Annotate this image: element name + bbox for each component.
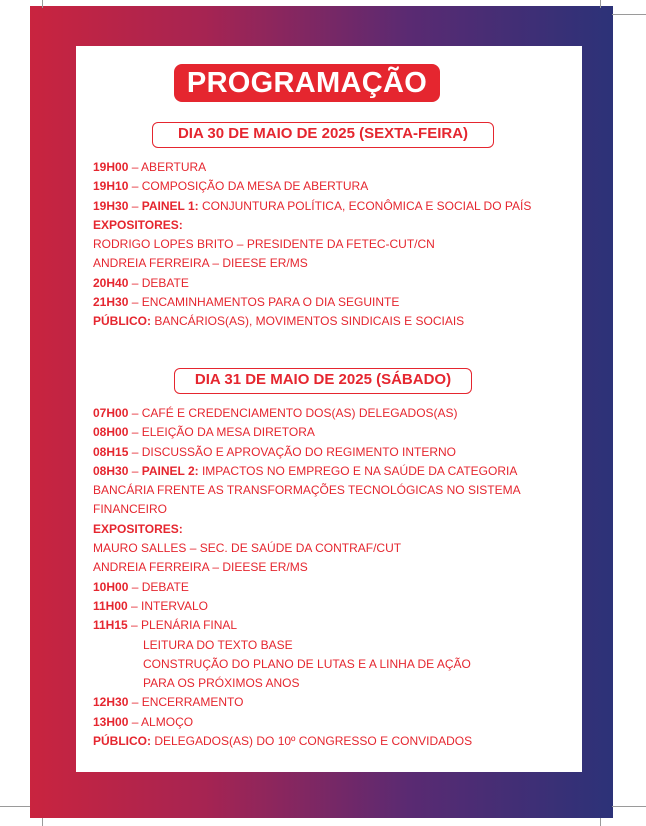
schedule-item — [93, 539, 573, 558]
schedule-item — [93, 216, 573, 235]
schedule-item — [93, 312, 573, 331]
schedule-item — [93, 293, 573, 312]
schedule-separator: – — [128, 198, 142, 213]
schedule-item — [93, 732, 573, 751]
day-2-heading: DIA 31 DE MAIO DE 2025 (SÁBADO) — [174, 368, 472, 394]
schedule-text: – DEBATE — [128, 579, 189, 594]
schedule-item — [93, 520, 573, 539]
schedule-text: RODRIGO LOPES BRITO – PRESIDENTE DA FETEC-CUT/CN — [93, 237, 435, 252]
schedule-time: 13H00 — [93, 714, 129, 729]
schedule-label: PAINEL 2: — [141, 463, 199, 478]
day-1-heading: DIA 30 DE MAIO DE 2025 (SEXTA-FEIRA) — [152, 122, 494, 148]
schedule-text: LEITURA DO TEXTO BASE — [143, 637, 293, 652]
schedule-text: PARA OS PRÓXIMOS ANOS — [143, 676, 300, 691]
program-card — [76, 46, 582, 772]
schedule-item — [93, 616, 573, 635]
schedule-text: – ENCAMINHAMENTOS PARA O DIA SEGUINTE — [128, 295, 400, 310]
crop-mark — [42, 818, 43, 826]
schedule-time: 10H00 — [93, 579, 129, 594]
schedule-item — [93, 404, 573, 423]
schedule-label: EXPOSITORES: — [93, 521, 183, 536]
schedule-text: – DISCUSSÃO E APROVAÇÃO DO REGIMENTO INTERNO — [128, 444, 456, 459]
schedule-item — [93, 254, 573, 273]
crop-mark — [42, 0, 43, 8]
schedule-item — [93, 655, 573, 674]
schedule-text: – CAFÉ E CREDENCIAMENTO DOS(AS) DELEGADOS(AS) — [128, 406, 458, 420]
schedule-item — [93, 235, 573, 254]
schedule-item — [93, 558, 573, 577]
schedule-text: BANCÁRIOS(AS), MOVIMENTOS SINDICAIS E SOCIAIS — [151, 314, 465, 329]
crop-mark — [612, 806, 646, 807]
schedule-text: – ENCERRAMENTO — [128, 695, 244, 710]
page-title: PROGRAMAÇÃO — [174, 64, 440, 102]
schedule-text: – INTERVALO — [127, 598, 208, 613]
schedule-item — [93, 274, 573, 293]
crop-mark — [600, 0, 601, 8]
schedule-text: – DEBATE — [128, 275, 189, 290]
schedule-time: 08H00 — [93, 425, 129, 440]
schedule-time: 20H40 — [93, 275, 129, 290]
schedule-item — [93, 578, 573, 597]
crop-mark — [0, 806, 30, 807]
schedule-text: CONSTRUÇÃO DO PLANO DE LUTAS E A LINHA DE AÇÃO — [143, 656, 471, 671]
schedule-text: – ALMOÇO — [128, 714, 194, 729]
schedule-item — [93, 443, 573, 462]
schedule-text: ANDREIA FERREIRA – DIEESE ER/MS — [93, 256, 308, 271]
schedule-text: – ABERTURA — [128, 160, 207, 174]
schedule-label: PÚBLICO: — [93, 734, 151, 749]
schedule-item — [93, 693, 573, 712]
schedule-text: DELEGADOS(AS) DO 10º CONGRESSO E CONVIDADOS — [151, 734, 473, 749]
schedule-item — [93, 177, 573, 196]
schedule-item — [93, 713, 573, 732]
crop-mark — [600, 818, 601, 826]
schedule-text: CONJUNTURA POLÍTICA, ECONÔMICA E SOCIAL DO PAÍS — [198, 198, 532, 213]
schedule-item — [93, 597, 573, 616]
schedule-time: 21H30 — [93, 295, 129, 310]
schedule-item — [93, 423, 573, 442]
schedule-time: 19H30 — [93, 198, 129, 213]
schedule-item — [93, 636, 573, 655]
schedule-item — [93, 158, 573, 177]
schedule-label: PÚBLICO: — [93, 314, 151, 329]
schedule-time: 07H00 — [93, 406, 129, 420]
schedule-time: 19H00 — [93, 160, 129, 174]
schedule-text: MAURO SALLES – SEC. DE SAÚDE DA CONTRAF/CUT — [93, 541, 402, 556]
schedule-label: PAINEL 1: — [141, 198, 199, 213]
schedule-text: – COMPOSIÇÃO DA MESA DE ABERTURA — [128, 179, 369, 194]
schedule-time: 11H15 — [93, 618, 128, 633]
schedule-item — [93, 462, 573, 520]
day-1-schedule — [93, 158, 573, 332]
schedule-text: ANDREIA FERREIRA – DIEESE ER/MS — [93, 560, 308, 575]
day-2-schedule — [93, 404, 573, 751]
schedule-text: – ELEIÇÃO DA MESA DIRETORA — [128, 425, 315, 440]
schedule-time: 08H15 — [93, 444, 129, 459]
schedule-text: – PLENÁRIA FINAL — [127, 618, 238, 633]
schedule-item — [93, 674, 573, 693]
schedule-time: 11H00 — [93, 598, 128, 613]
schedule-time: 12H30 — [93, 695, 129, 710]
schedule-label: EXPOSITORES: — [93, 217, 183, 232]
schedule-text: IMPACTOS NO EMPREGO E NA SAÚDE DA CATEGORIA BANCÁRIA FRENTE AS TRANSFORMAÇÕES TECNOLÓGICAS NO SISTEMA FINANCEIRO — [93, 463, 520, 517]
schedule-separator: – — [128, 463, 142, 478]
schedule-time: 08H30 — [93, 463, 129, 478]
schedule-time: 19H10 — [93, 179, 129, 194]
crop-mark — [612, 14, 646, 15]
schedule-item — [93, 197, 573, 216]
